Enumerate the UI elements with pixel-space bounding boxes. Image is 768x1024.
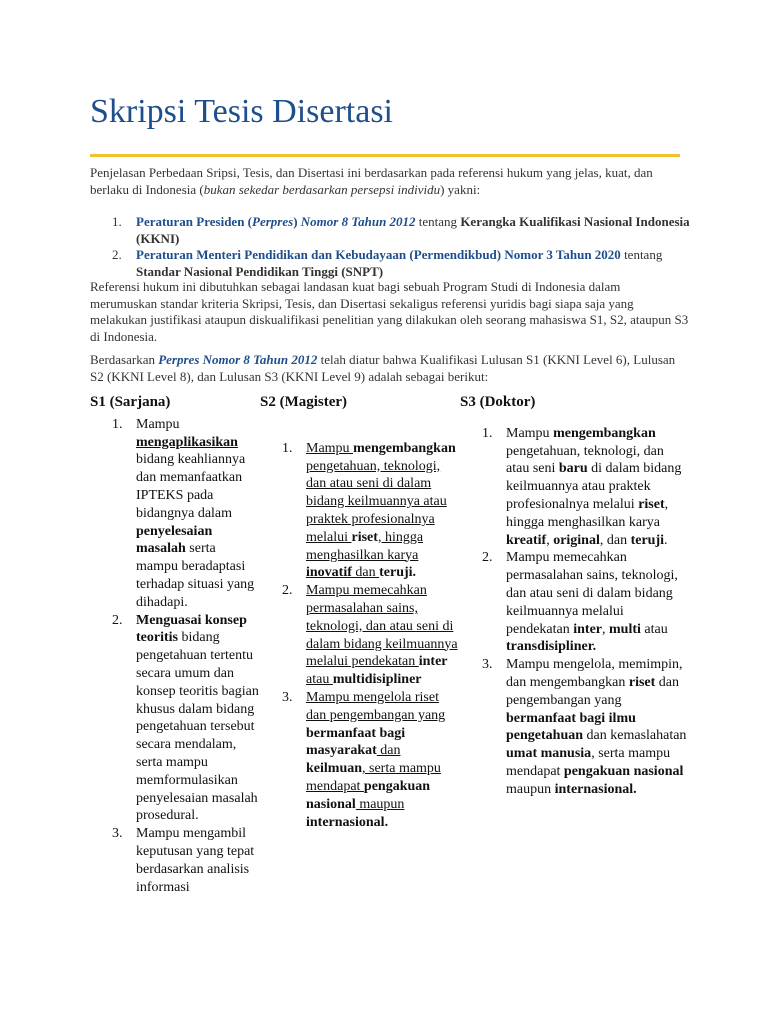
- item-text: , serta mampu mendapat: [306, 761, 441, 794]
- s2-list: [260, 440, 460, 832]
- item-text: .: [664, 532, 668, 548]
- reference-abbrev: Perpres: [252, 214, 294, 229]
- list-number: 3.: [282, 689, 293, 705]
- qualification-intro-paragraph: [90, 352, 690, 385]
- column-heading-s1: S1 (Sarjana): [90, 394, 171, 410]
- item-text: , dan: [599, 532, 631, 548]
- reference-item: [90, 214, 690, 247]
- item-text: di dalam bidang keilmuannya atau praktek profesionalnya melalui: [506, 461, 682, 512]
- item-text: dan kemaslahatan: [583, 728, 687, 744]
- item-emphasis: pengakuan nasional: [306, 778, 431, 812]
- item-emphasis: mengembangkan: [353, 440, 456, 456]
- s2-list-item: [260, 582, 460, 689]
- item-text: Mampu mengelola riset dan pengembangan yang: [306, 689, 446, 723]
- s3-list-item: [460, 425, 690, 550]
- item-emphasis: teruji: [379, 565, 413, 581]
- list-number: 2.: [112, 612, 123, 628]
- item-text: bidang keahliannya dan memanfaatkan IPTEKS pada bidangnya dalam: [136, 452, 246, 521]
- item-emphasis: riset: [638, 496, 665, 512]
- item-emphasis: inter: [418, 654, 448, 670]
- item-text: Mampu: [136, 416, 180, 432]
- column-s1: [90, 394, 260, 896]
- item-emphasis: original: [553, 532, 600, 548]
- reference-subject: Kerangka Kualifikasi Nasional Indonesia (KKNI): [136, 214, 690, 246]
- s1-list: [90, 416, 260, 897]
- item-emphasis: pengakuan nasional: [563, 763, 684, 779]
- list-number: 3.: [112, 826, 123, 842]
- item-text: Mampu: [306, 440, 354, 456]
- s1-list-item: [90, 416, 260, 612]
- item-text: maupun: [355, 796, 405, 812]
- reference-item: [90, 247, 690, 280]
- reference-connector: tentang: [415, 214, 461, 229]
- s2-list-item: [260, 689, 460, 831]
- s3-list-item: [460, 549, 690, 656]
- item-emphasis: penyelesaian masalah: [136, 523, 213, 557]
- item-text: maupun: [506, 781, 555, 797]
- item-text: atau: [306, 672, 333, 688]
- s1-list-item: [90, 612, 260, 826]
- item-emphasis: internasional.: [306, 814, 389, 830]
- item-emphasis: mengaplikasikan: [136, 434, 238, 450]
- item-emphasis: multidisipliner: [332, 672, 422, 688]
- column-heading-s2: S2 (Magister): [260, 394, 348, 410]
- list-number: 3.: [482, 657, 493, 673]
- item-emphasis: kreatif: [506, 532, 547, 548]
- item-text: dan: [376, 743, 401, 759]
- intro-tail: ) yakni:: [440, 181, 481, 197]
- item-text: dan pengembangan yang: [506, 674, 680, 708]
- item-emphasis: internasional.: [554, 781, 637, 797]
- item-text: Mampu memecahkan permasalahan sains, teknologi, dan atau seni di dalam bidang keilmuannya melalui pendekatan: [306, 583, 458, 670]
- item-text: pengetahuan, teknologi, dan atau seni di dalam bidang keilmuannya atau praktek profesionalnya melalui: [306, 458, 447, 545]
- item-text: , hingga menghasilkan karya: [506, 496, 669, 530]
- item-text: serta mampu beradaptasi terhadap situasi yang dihadapi.: [136, 541, 255, 610]
- column-s3: [460, 394, 690, 799]
- item-text: pengetahuan, teknologi, dan atau seni: [506, 443, 664, 477]
- reference-subject: Standar Nasional Pendidikan Tinggi (SNPT): [136, 263, 384, 279]
- reference-number: 2.: [112, 247, 122, 262]
- s3-list-item: [460, 656, 690, 798]
- item-text: Mampu memecahkan permasalahan sains, teknologi, dan atau seni di dalam bidang keilmuannya melalui pendekatan: [506, 550, 678, 637]
- item-emphasis: Menguasai konsep teoritis: [136, 612, 247, 646]
- column-s2: [260, 394, 460, 831]
- item-emphasis: transdisipliner.: [506, 639, 597, 655]
- reference-title: [136, 214, 416, 229]
- qualification-intro-ref: Perpres Nomor 8 Tahun 2012: [158, 352, 318, 367]
- item-emphasis: baru: [558, 461, 588, 477]
- item-text: .: [412, 565, 417, 581]
- reference-list: [90, 214, 690, 280]
- item-emphasis: umat manusia: [506, 746, 592, 762]
- item-text: ,: [602, 621, 610, 637]
- s3-list: [460, 425, 690, 799]
- item-text: dan: [351, 565, 380, 581]
- list-number: 1.: [482, 425, 493, 441]
- item-text: bidang pengetahuan tertentu secara umum dan konsep teoritis bagian khusus dalam bidang pengetahuan tersebut secara mendalam, serta mampu memformulasikan penyelesaian masalah prosedural.: [136, 630, 259, 824]
- item-emphasis: teruji: [630, 532, 665, 548]
- qualification-intro-text: Berdasarkan: [90, 352, 159, 367]
- reference-number: 1.: [112, 214, 122, 229]
- item-emphasis: mengembangkan: [553, 425, 656, 441]
- s1-list-item: [90, 825, 260, 896]
- item-emphasis: inovatif: [306, 565, 352, 581]
- item-emphasis: riset: [351, 529, 378, 545]
- item-text: Mampu mengelola, memimpin, dan mengembangkan: [506, 657, 683, 690]
- item-text: Mampu: [506, 425, 554, 441]
- intro-text: Penjelasan Perbedaan Sripsi, Tesis, dan Disertasi ini berdasarkan pada referensi hukum yang jelas, kuat, dan berlaku di Indonesia (: [90, 165, 653, 197]
- list-number: 2.: [482, 550, 493, 566]
- title-divider: [90, 154, 680, 157]
- page-title: Skripsi Tesis Disertasi: [90, 93, 393, 130]
- item-emphasis: inter: [573, 621, 603, 637]
- item-emphasis: bermanfaat bagi masyarakat: [306, 725, 406, 759]
- item-text: ,: [546, 532, 554, 548]
- qualification-intro-text: telah diatur bahwa Kualifikasi Lulusan S1 (KKNI Level 6), Lulusan S2 (KKNI Level 8), dan Lulusan S3 (KKNI Level 9) adalah sebagai berikut:: [90, 352, 676, 384]
- reference-title-part: ): [293, 214, 301, 229]
- item-text: Mampu mengambil keputusan yang tepat berdasarkan analisis informasi: [136, 826, 255, 895]
- item-text: , hingga menghasilkan karya: [306, 529, 424, 563]
- legal-basis-paragraph: Referensi hukum ini dibutuhkan sebagai landasan kuat bagi sebuah Program Studi di Indonesia dalam merumuskan standar kriteria Skripsi, Tesis, dan Disertasi sekaligus referensi yuridis bagi siapa saja yang melakukan justifikasi ataupun diskualifikasi penelitian yang dilakukan oleh seorang mahasiswa S1, S2, ataupun S3 di Indonesia.: [90, 279, 689, 344]
- item-text: , serta mampu mendapat: [506, 746, 671, 779]
- list-number: 1.: [112, 416, 123, 432]
- item-emphasis: multi: [609, 621, 641, 637]
- column-heading-s3: S3 (Doktor): [460, 394, 536, 410]
- reference-title-part: Peraturan Presiden (: [136, 214, 253, 229]
- list-number: 2.: [282, 583, 293, 599]
- reference-title: Peraturan Menteri Pendidikan dan Kebudayaan (Permendikbud) Nomor 3 Tahun 2020: [136, 247, 621, 262]
- item-emphasis: riset: [628, 674, 656, 690]
- s2-list-item: [260, 440, 460, 582]
- list-number: 1.: [282, 440, 293, 456]
- item-emphasis: keilmuan: [306, 761, 363, 777]
- item-text: atau: [640, 621, 668, 637]
- reference-connector: tentang: [620, 247, 663, 262]
- item-emphasis: bermanfaat bagi ilmu pengetahuan: [506, 710, 636, 744]
- intro-italic: bukan sekedar berdasarkan persepsi individu: [203, 181, 441, 197]
- intro-paragraph: [90, 165, 690, 198]
- reference-number-year: Nomor 8 Tahun 2012: [300, 214, 416, 229]
